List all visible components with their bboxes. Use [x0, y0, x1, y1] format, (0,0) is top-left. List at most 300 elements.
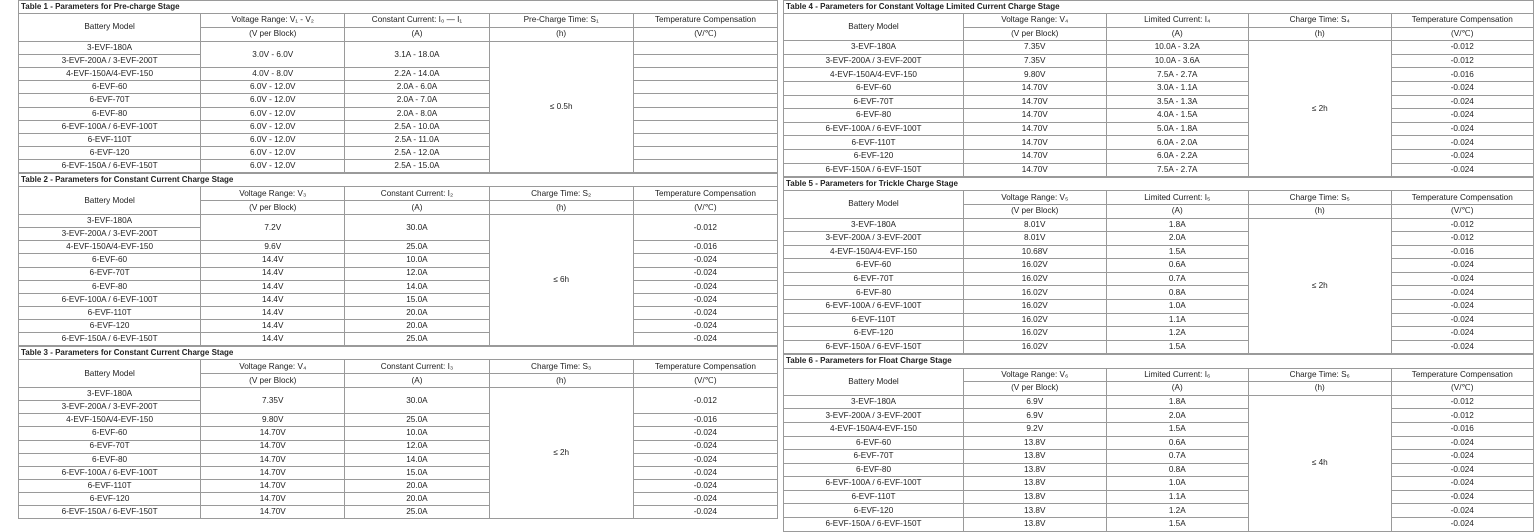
- cell-voltage: 7.35V: [201, 388, 345, 414]
- cell-voltage: 16.02V: [964, 327, 1107, 341]
- column-header-current: Limited Current: I₆: [1106, 368, 1249, 382]
- cell-battery-model: 6-EVF-60: [19, 427, 201, 440]
- cell-charge-time: ≤ 2h: [1249, 218, 1392, 354]
- cell-current: 20.0A: [345, 492, 489, 505]
- cell-voltage: 13.8V: [964, 463, 1107, 477]
- table-row: [784, 477, 1534, 491]
- column-header-battery-model: Battery Model: [19, 14, 201, 42]
- cell-current: 10.0A: [345, 427, 489, 440]
- cell-battery-model: 6-EVF-150A / 6-EVF-150T: [19, 159, 201, 172]
- cell-temp-compensation: -0.024: [633, 466, 777, 479]
- table-row: [784, 245, 1534, 259]
- cell-current: 1.8A: [1106, 218, 1249, 232]
- cell-battery-model: 6-EVF-120: [19, 146, 201, 159]
- column-header-temp: Temperature Compensation: [1391, 191, 1534, 205]
- cell-current: 20.0A: [345, 479, 489, 492]
- cell-temp-compensation: -0.012: [1391, 409, 1534, 423]
- cell-battery-model: 3-EVF-180A: [19, 388, 201, 401]
- cell-battery-model: 6-EVF-80: [19, 280, 201, 293]
- cell-current: 1.5A: [1106, 422, 1249, 436]
- cell-battery-model: 3-EVF-180A: [19, 42, 201, 55]
- cell-current: 2.5A - 12.0A: [345, 146, 489, 159]
- cell-temp-compensation: [633, 120, 777, 133]
- cell-current: 2.0A - 8.0A: [345, 107, 489, 120]
- cell-battery-model: 3-EVF-200A / 3-EVF-200T: [784, 409, 964, 423]
- cell-temp-compensation: -0.024: [1391, 490, 1534, 504]
- cell-current: 25.0A: [345, 506, 489, 519]
- column-unit-voltage: (V per Block): [964, 204, 1107, 218]
- column-header-temp: Temperature Compensation: [633, 14, 777, 28]
- table-row: [784, 504, 1534, 518]
- column-unit-current: (A): [1106, 204, 1249, 218]
- table-row: [784, 313, 1534, 327]
- cell-battery-model: 4-EVF-150A/4-EVF-150: [19, 241, 201, 254]
- cell-voltage: 14.70V: [201, 492, 345, 505]
- column-unit-time: (h): [1249, 27, 1392, 41]
- cell-battery-model: 6-EVF-70T: [784, 450, 964, 464]
- cell-voltage: 10.68V: [964, 245, 1107, 259]
- column-header-voltage: Voltage Range: V₁ - V₂: [201, 14, 345, 28]
- cell-current: 4.0A - 1.5A: [1106, 109, 1249, 123]
- parameter-table-6: [783, 354, 1534, 531]
- cell-battery-model: 6-EVF-80: [19, 107, 201, 120]
- table-row: [19, 267, 778, 280]
- cell-battery-model: 6-EVF-60: [784, 436, 964, 450]
- cell-voltage: 7.35V: [964, 54, 1107, 68]
- cell-voltage: 6.9V: [964, 395, 1107, 409]
- cell-temp-compensation: -0.024: [1391, 518, 1534, 532]
- cell-current: 7.5A - 2.7A: [1106, 163, 1249, 177]
- cell-current: 10.0A - 3.6A: [1106, 54, 1249, 68]
- cell-battery-model: 6-EVF-100A / 6-EVF-100T: [784, 300, 964, 314]
- table-row: [19, 332, 778, 345]
- cell-battery-model: 6-EVF-100A / 6-EVF-100T: [19, 120, 201, 133]
- cell-battery-model: 6-EVF-120: [19, 492, 201, 505]
- cell-current: 0.8A: [1106, 286, 1249, 300]
- cell-battery-model: 6-EVF-110T: [19, 306, 201, 319]
- cell-current: 20.0A: [345, 306, 489, 319]
- cell-current: 3.0A - 1.1A: [1106, 82, 1249, 96]
- cell-temp-compensation: -0.012: [1391, 218, 1534, 232]
- table-title: Table 6 - Parameters for Float Charge Stage: [784, 355, 1534, 368]
- cell-voltage: 14.70V: [964, 109, 1107, 123]
- table-title-row: [784, 178, 1534, 191]
- cell-voltage: 13.8V: [964, 436, 1107, 450]
- table-row: [19, 107, 778, 120]
- cell-voltage: 13.8V: [964, 518, 1107, 532]
- table-title: Table 1 - Parameters for Pre-charge Stage: [19, 1, 778, 14]
- cell-voltage: 13.8V: [964, 490, 1107, 504]
- cell-temp-compensation: -0.024: [633, 293, 777, 306]
- cell-battery-model: 6-EVF-70T: [19, 440, 201, 453]
- column-header-current: Constant Current: I₀ — I₁: [345, 14, 489, 28]
- cell-temp-compensation: -0.024: [633, 332, 777, 345]
- table-title-row: [784, 1, 1534, 14]
- cell-temp-compensation: -0.024: [1391, 122, 1534, 136]
- cell-temp-compensation: -0.024: [1391, 327, 1534, 341]
- cell-current: 2.5A - 10.0A: [345, 120, 489, 133]
- cell-voltage: 14.70V: [964, 95, 1107, 109]
- table-row: [784, 272, 1534, 286]
- cell-voltage: 16.02V: [964, 272, 1107, 286]
- cell-current: 12.0A: [345, 267, 489, 280]
- table-row: [19, 280, 778, 293]
- cell-battery-model: 6-EVF-70T: [19, 94, 201, 107]
- table-row: [19, 146, 778, 159]
- column-header-voltage: Voltage Range: V₆: [964, 368, 1107, 382]
- table-title: Table 4 - Parameters for Constant Voltage Limited Current Charge Stage: [784, 1, 1534, 14]
- table-row: [784, 82, 1534, 96]
- table-title-row: [19, 1, 778, 14]
- cell-voltage: 6.9V: [964, 409, 1107, 423]
- column-unit-voltage: (V per Block): [964, 27, 1107, 41]
- cell-voltage: 8.01V: [964, 218, 1107, 232]
- header-row: [19, 187, 778, 201]
- cell-charge-time: ≤ 0.5h: [489, 42, 633, 173]
- cell-temp-compensation: -0.016: [1391, 245, 1534, 259]
- cell-charge-time: ≤ 4h: [1249, 395, 1392, 531]
- cell-current: 0.6A: [1106, 436, 1249, 450]
- cell-voltage: 13.8V: [964, 450, 1107, 464]
- column-header-current: Constant Current: I₂: [345, 187, 489, 201]
- cell-battery-model: 6-EVF-100A / 6-EVF-100T: [19, 466, 201, 479]
- cell-battery-model: 4-EVF-150A/4-EVF-150: [784, 245, 964, 259]
- table-row: [19, 388, 778, 401]
- cell-voltage: 3.0V - 6.0V: [201, 42, 345, 68]
- column-header-battery-model: Battery Model: [19, 187, 201, 215]
- cell-current: 0.7A: [1106, 450, 1249, 464]
- cell-temp-compensation: [633, 81, 777, 94]
- cell-temp-compensation: -0.016: [1391, 68, 1534, 82]
- cell-voltage: 14.70V: [201, 440, 345, 453]
- cell-temp-compensation: -0.024: [1391, 150, 1534, 164]
- cell-battery-model: 6-EVF-150A / 6-EVF-150T: [784, 163, 964, 177]
- table-row: [19, 120, 778, 133]
- cell-battery-model: 6-EVF-70T: [784, 272, 964, 286]
- cell-temp-compensation: [633, 55, 777, 68]
- cell-battery-model: 6-EVF-110T: [19, 133, 201, 146]
- cell-battery-model: 4-EVF-150A/4-EVF-150: [784, 68, 964, 82]
- column-header-current: Constant Current: I₃: [345, 360, 489, 374]
- cell-temp-compensation: -0.012: [1391, 41, 1534, 55]
- table-title: Table 3 - Parameters for Constant Current Charge Stage: [19, 347, 778, 360]
- table-row: [19, 319, 778, 332]
- column-unit-current: (A): [1106, 27, 1249, 41]
- cell-battery-model: 6-EVF-120: [784, 150, 964, 164]
- cell-temp-compensation: -0.012: [1391, 395, 1534, 409]
- cell-battery-model: 3-EVF-200A / 3-EVF-200T: [784, 54, 964, 68]
- table-row: [784, 422, 1534, 436]
- table-row: [784, 150, 1534, 164]
- column-header-voltage: Voltage Range: V₅: [964, 191, 1107, 205]
- cell-battery-model: 6-EVF-150A / 6-EVF-150T: [784, 340, 964, 354]
- cell-current: 10.0A - 3.2A: [1106, 41, 1249, 55]
- cell-voltage: 14.70V: [201, 427, 345, 440]
- header-row: [19, 360, 778, 374]
- cell-temp-compensation: [633, 42, 777, 55]
- cell-battery-model: 6-EVF-100A / 6-EVF-100T: [784, 122, 964, 136]
- cell-current: 20.0A: [345, 319, 489, 332]
- cell-voltage: 14.70V: [201, 479, 345, 492]
- cell-battery-model: 3-EVF-180A: [19, 215, 201, 228]
- table-row: [784, 395, 1534, 409]
- column-header-voltage: Voltage Range: V₄: [201, 360, 345, 374]
- table-row: [784, 286, 1534, 300]
- cell-current: 1.5A: [1106, 245, 1249, 259]
- cell-voltage: 13.8V: [964, 477, 1107, 491]
- cell-temp-compensation: -0.024: [633, 427, 777, 440]
- table-row: [784, 41, 1534, 55]
- cell-temp-compensation: [633, 146, 777, 159]
- cell-temp-compensation: -0.024: [1391, 450, 1534, 464]
- table-row: [19, 440, 778, 453]
- column-unit-current: (A): [1106, 382, 1249, 396]
- cell-temp-compensation: -0.016: [1391, 422, 1534, 436]
- column-header-time: Pre-Charge Time: S₁: [489, 14, 633, 28]
- cell-voltage: 16.02V: [964, 286, 1107, 300]
- column-unit-time: (h): [1249, 382, 1392, 396]
- cell-battery-model: 3-EVF-200A / 3-EVF-200T: [19, 228, 201, 241]
- column-unit-current: (A): [345, 28, 489, 42]
- column-header-temp: Temperature Compensation: [1391, 14, 1534, 28]
- table-row: [19, 68, 778, 81]
- cell-voltage: 9.80V: [201, 414, 345, 427]
- table-row: [19, 414, 778, 427]
- column-header-battery-model: Battery Model: [784, 191, 964, 218]
- table-row: [784, 136, 1534, 150]
- cell-battery-model: 3-EVF-180A: [784, 218, 964, 232]
- table-row: [19, 81, 778, 94]
- table-row: [784, 409, 1534, 423]
- table-row: [784, 163, 1534, 177]
- column-header-time: Charge Time: S₃: [489, 360, 633, 374]
- cell-temp-compensation: -0.012: [1391, 54, 1534, 68]
- cell-temp-compensation: [633, 133, 777, 146]
- cell-current: 1.2A: [1106, 504, 1249, 518]
- table-row: [19, 466, 778, 479]
- cell-battery-model: 3-EVF-200A / 3-EVF-200T: [784, 232, 964, 246]
- cell-voltage: 16.02V: [964, 300, 1107, 314]
- cell-battery-model: 6-EVF-120: [784, 327, 964, 341]
- cell-temp-compensation: -0.024: [633, 254, 777, 267]
- cell-current: 30.0A: [345, 388, 489, 414]
- cell-voltage: 14.70V: [964, 122, 1107, 136]
- parameter-table-2: [18, 173, 778, 346]
- table-row: [19, 159, 778, 172]
- table-row: [784, 218, 1534, 232]
- cell-temp-compensation: [633, 159, 777, 172]
- cell-battery-model: 4-EVF-150A/4-EVF-150: [19, 414, 201, 427]
- cell-temp-compensation: -0.024: [1391, 313, 1534, 327]
- table-row: [784, 327, 1534, 341]
- cell-current: 30.0A: [345, 215, 489, 241]
- parameter-table-1: [18, 0, 778, 173]
- cell-voltage: 14.4V: [201, 332, 345, 345]
- column-unit-voltage: (V per Block): [201, 201, 345, 215]
- cell-voltage: 6.0V - 12.0V: [201, 94, 345, 107]
- cell-voltage: 9.6V: [201, 241, 345, 254]
- table-row: [784, 518, 1534, 532]
- cell-battery-model: 6-EVF-150A / 6-EVF-150T: [19, 506, 201, 519]
- cell-temp-compensation: -0.024: [1391, 463, 1534, 477]
- cell-voltage: 7.35V: [964, 41, 1107, 55]
- cell-battery-model: 6-EVF-70T: [784, 95, 964, 109]
- table-row: [19, 306, 778, 319]
- column-header-current: Limited Current: I₅: [1106, 191, 1249, 205]
- column-unit-time: (h): [1249, 204, 1392, 218]
- column-header-current: Limited Current: I₄: [1106, 14, 1249, 28]
- cell-temp-compensation: -0.024: [1391, 95, 1534, 109]
- cell-voltage: 6.0V - 12.0V: [201, 146, 345, 159]
- column-unit-temp: (V/℃): [1391, 382, 1534, 396]
- cell-temp-compensation: -0.024: [1391, 340, 1534, 354]
- cell-current: 3.5A - 1.3A: [1106, 95, 1249, 109]
- cell-current: 2.0A - 7.0A: [345, 94, 489, 107]
- table-row: [784, 436, 1534, 450]
- cell-current: 2.0A: [1106, 232, 1249, 246]
- cell-temp-compensation: -0.024: [1391, 272, 1534, 286]
- cell-current: 25.0A: [345, 332, 489, 345]
- cell-charge-time: ≤ 2h: [489, 388, 633, 519]
- table-title-row: [19, 174, 778, 187]
- cell-current: 0.8A: [1106, 463, 1249, 477]
- table-row: [784, 463, 1534, 477]
- table-row: [19, 506, 778, 519]
- cell-battery-model: 6-EVF-110T: [784, 313, 964, 327]
- cell-battery-model: 6-EVF-110T: [784, 490, 964, 504]
- cell-temp-compensation: -0.012: [633, 215, 777, 241]
- cell-battery-model: 6-EVF-100A / 6-EVF-100T: [19, 293, 201, 306]
- parameter-table-4: [783, 0, 1534, 177]
- cell-current: 1.1A: [1106, 490, 1249, 504]
- cell-temp-compensation: -0.024: [633, 280, 777, 293]
- cell-battery-model: 6-EVF-110T: [19, 479, 201, 492]
- cell-temp-compensation: -0.024: [1391, 286, 1534, 300]
- right-panel: [783, 0, 1534, 532]
- cell-voltage: 6.0V - 12.0V: [201, 81, 345, 94]
- cell-voltage: 14.70V: [964, 150, 1107, 164]
- cell-temp-compensation: -0.024: [633, 267, 777, 280]
- cell-battery-model: 6-EVF-60: [19, 254, 201, 267]
- table-title-row: [19, 347, 778, 360]
- table-row: [19, 254, 778, 267]
- table-row: [19, 42, 778, 55]
- cell-current: 1.0A: [1106, 300, 1249, 314]
- cell-temp-compensation: -0.024: [633, 306, 777, 319]
- cell-current: 15.0A: [345, 466, 489, 479]
- cell-battery-model: 6-EVF-60: [784, 259, 964, 273]
- cell-voltage: 16.02V: [964, 259, 1107, 273]
- column-header-time: Charge Time: S₂: [489, 187, 633, 201]
- table-row: [19, 94, 778, 107]
- cell-battery-model: 4-EVF-150A/4-EVF-150: [784, 422, 964, 436]
- cell-current: 1.1A: [1106, 313, 1249, 327]
- table-row: [19, 241, 778, 254]
- cell-current: 3.1A - 18.0A: [345, 42, 489, 68]
- cell-temp-compensation: -0.016: [633, 241, 777, 254]
- column-unit-voltage: (V per Block): [201, 28, 345, 42]
- cell-charge-time: ≤ 6h: [489, 215, 633, 346]
- table-row: [784, 232, 1534, 246]
- cell-voltage: 4.0V - 8.0V: [201, 68, 345, 81]
- cell-voltage: 6.0V - 12.0V: [201, 159, 345, 172]
- cell-current: 1.5A: [1106, 518, 1249, 532]
- column-header-time: Charge Time: S₄: [1249, 14, 1392, 28]
- cell-temp-compensation: -0.024: [633, 319, 777, 332]
- header-row: [19, 14, 778, 28]
- cell-temp-compensation: [633, 94, 777, 107]
- column-unit-current: (A): [345, 374, 489, 388]
- cell-temp-compensation: -0.024: [633, 492, 777, 505]
- cell-voltage: 14.4V: [201, 293, 345, 306]
- table-row: [19, 293, 778, 306]
- cell-temp-compensation: -0.024: [633, 506, 777, 519]
- cell-battery-model: 3-EVF-200A / 3-EVF-200T: [19, 401, 201, 414]
- table-title: Table 2 - Parameters for Constant Current Charge Stage: [19, 174, 778, 187]
- cell-temp-compensation: -0.024: [1391, 136, 1534, 150]
- cell-temp-compensation: -0.024: [1391, 300, 1534, 314]
- cell-current: 2.2A - 14.0A: [345, 68, 489, 81]
- cell-current: 25.0A: [345, 414, 489, 427]
- cell-battery-model: 6-EVF-80: [784, 109, 964, 123]
- cell-current: 2.5A - 15.0A: [345, 159, 489, 172]
- table-row: [19, 133, 778, 146]
- cell-current: 14.0A: [345, 453, 489, 466]
- cell-voltage: 8.01V: [964, 232, 1107, 246]
- table-row: [784, 122, 1534, 136]
- cell-current: 5.0A - 1.8A: [1106, 122, 1249, 136]
- column-unit-temp: (V/℃): [1391, 27, 1534, 41]
- cell-current: 1.5A: [1106, 340, 1249, 354]
- cell-battery-model: 6-EVF-70T: [19, 267, 201, 280]
- cell-voltage: 14.4V: [201, 267, 345, 280]
- header-row: [784, 368, 1534, 382]
- cell-voltage: 14.70V: [201, 506, 345, 519]
- column-unit-current: (A): [345, 201, 489, 215]
- cell-battery-model: 3-EVF-180A: [784, 395, 964, 409]
- table-row: [19, 492, 778, 505]
- cell-voltage: 14.4V: [201, 306, 345, 319]
- cell-temp-compensation: -0.024: [1391, 436, 1534, 450]
- cell-temp-compensation: -0.024: [633, 479, 777, 492]
- column-header-voltage: Voltage Range: V₄: [964, 14, 1107, 28]
- column-header-time: Charge Time: S₆: [1249, 368, 1392, 382]
- parameter-table-5: [783, 177, 1534, 354]
- cell-current: 25.0A: [345, 241, 489, 254]
- cell-temp-compensation: -0.024: [633, 453, 777, 466]
- left-panel: [18, 0, 778, 519]
- table-row: [19, 453, 778, 466]
- cell-voltage: 14.70V: [201, 453, 345, 466]
- header-row: [784, 191, 1534, 205]
- cell-voltage: 14.70V: [964, 163, 1107, 177]
- column-unit-temp: (V/℃): [633, 28, 777, 42]
- table-row: [784, 340, 1534, 354]
- table-row: [19, 215, 778, 228]
- table-row: [784, 109, 1534, 123]
- table-row: [784, 68, 1534, 82]
- cell-current: 2.0A - 6.0A: [345, 81, 489, 94]
- column-header-battery-model: Battery Model: [19, 360, 201, 388]
- column-unit-time: (h): [489, 28, 633, 42]
- cell-voltage: 13.8V: [964, 504, 1107, 518]
- table-title: Table 5 - Parameters for Trickle Charge Stage: [784, 178, 1534, 191]
- table-row: [784, 300, 1534, 314]
- table-row: [19, 427, 778, 440]
- column-unit-voltage: (V per Block): [201, 374, 345, 388]
- cell-temp-compensation: -0.024: [1391, 82, 1534, 96]
- cell-current: 1.2A: [1106, 327, 1249, 341]
